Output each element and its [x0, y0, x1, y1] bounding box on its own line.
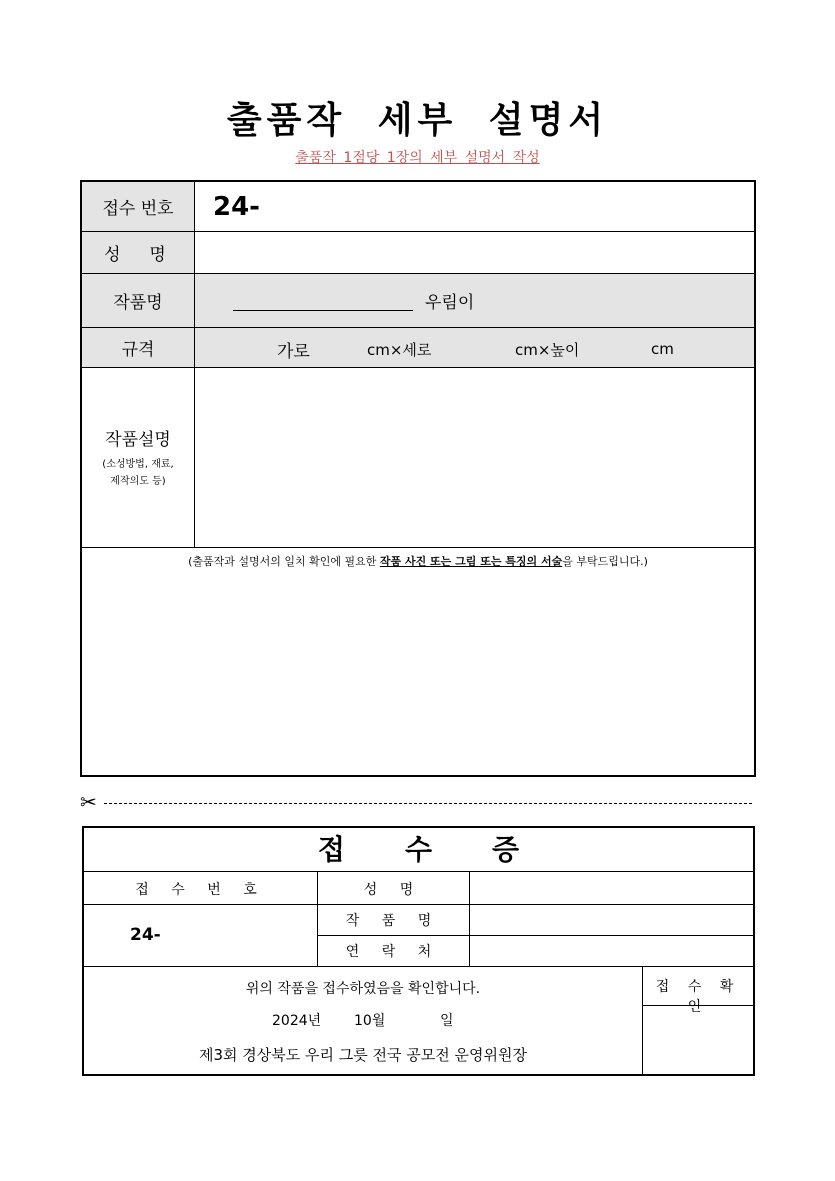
name-label: 성 명: [82, 232, 195, 273]
spec-field[interactable]: [195, 328, 754, 367]
work-title-label: 작품명: [82, 274, 195, 327]
spec-width-label: 가로: [277, 342, 310, 362]
photo-note: (출품작과 설명서의 일치 확인에 필요한 작품 사진 또는 그림 또는 특징의 서술을 부탁드립니다.): [188, 555, 648, 568]
receipt-divider: [84, 966, 753, 967]
receipt-number-label: 접수 번호: [82, 182, 195, 231]
receipt-month: 10월: [354, 1013, 386, 1029]
receipt-work-label: 작 품 명: [345, 913, 441, 929]
spec-depth-label: cm×높이: [515, 341, 580, 359]
name-row: [82, 232, 754, 274]
cut-line: [104, 803, 752, 804]
receipt-number-value: 24-: [213, 191, 260, 222]
receipt-number-row: [82, 182, 754, 232]
work-title-suffix: 우림이: [425, 293, 475, 313]
receipt-day: 일: [440, 1013, 454, 1029]
receipt-year: 2024년: [272, 1013, 322, 1029]
receipt-name-label: 성 명: [363, 882, 423, 898]
receipt-stamp-field[interactable]: [643, 1006, 753, 1074]
receipt-confirm-text: 위의 작품을 접수하였음을 확인합니다.: [245, 981, 481, 997]
description-field[interactable]: [195, 368, 754, 547]
receipt-confirm-label: 접 수 확 인: [655, 979, 741, 1015]
receipt-committee: 제3회 경상북도 우리 그릇 전국 공모전 운영위원장: [199, 1046, 527, 1064]
receipt-work-field[interactable]: [470, 905, 753, 935]
page-subtitle: 출품작 1점당 1장의 세부 설명서 작성: [295, 150, 540, 166]
description-row: [82, 368, 754, 548]
spec-height-label: cm×세로: [367, 341, 432, 359]
description-label: 작품설명: [105, 430, 171, 450]
receipt-number-field[interactable]: [195, 182, 754, 231]
photo-note-emphasis: 작품 사진 또는 그림 또는 특징의 서술: [379, 555, 563, 568]
receipt-name-field[interactable]: [470, 873, 753, 904]
receipt-title: 접수증: [84, 828, 753, 872]
receipt-contact-label: 연 락 처: [345, 944, 441, 960]
work-title-row: [82, 274, 754, 328]
receipt-no-value: 24-: [130, 925, 161, 945]
receipt-slip: [82, 826, 755, 1076]
spec-cm-end: cm: [651, 340, 674, 358]
receipt-contact-field[interactable]: [470, 936, 753, 966]
description-form: [80, 180, 756, 777]
work-title-blank: [233, 290, 413, 311]
description-note: (소성방법, 재료, 제작의도 등): [102, 459, 174, 487]
spec-label: 규격: [82, 328, 195, 367]
page-title: 출품작 세부 설명서: [226, 100, 609, 141]
spec-row: [82, 328, 754, 368]
work-title-field[interactable]: [195, 274, 754, 327]
scissors-icon: ✂: [80, 790, 97, 814]
name-field[interactable]: [195, 232, 754, 273]
receipt-no-label: 접 수 번 호: [135, 882, 266, 898]
photo-area[interactable]: [82, 574, 754, 775]
description-label-cell: [82, 368, 195, 547]
